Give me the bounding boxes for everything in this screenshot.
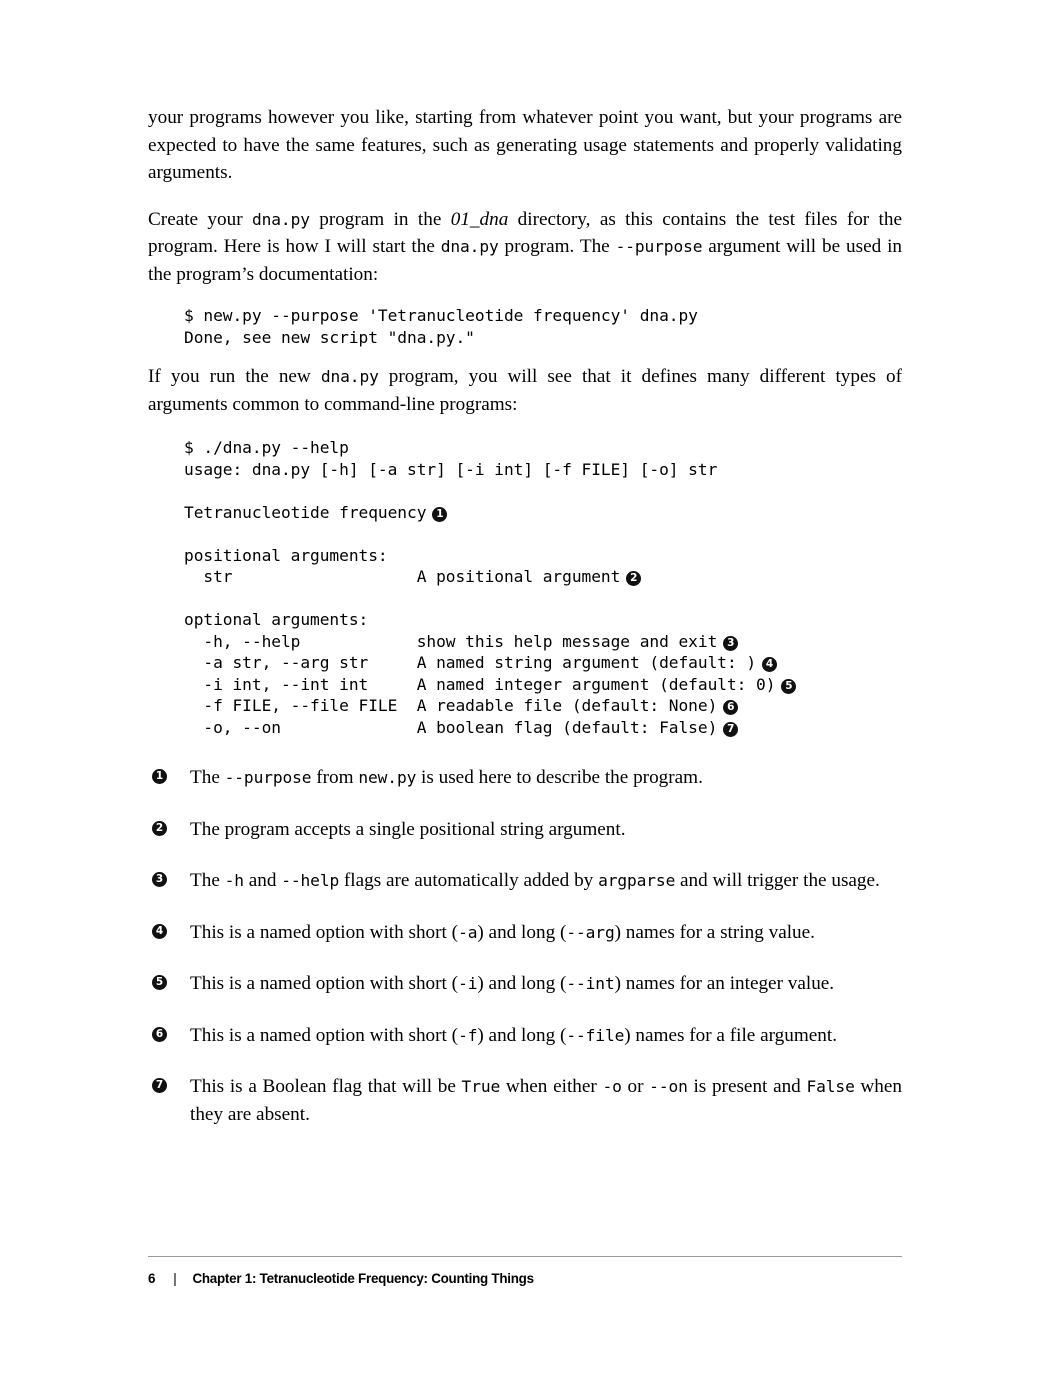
code-line	[184, 717, 902, 739]
code-line	[184, 437, 902, 459]
text-segment: from	[311, 767, 359, 788]
paragraph-create-dna	[148, 206, 902, 289]
inline-code: --int	[566, 974, 615, 993]
inline-code: --on	[649, 1077, 688, 1096]
callout-marker-3: 3	[152, 872, 167, 887]
page-footer	[148, 1256, 902, 1286]
code-listing-1-body	[184, 305, 902, 348]
inline-code: --purpose	[224, 768, 312, 787]
text-segment: when they are absent.	[190, 1076, 902, 1125]
paragraph-run-dna	[148, 363, 902, 418]
text-segment: argument will be used in the program’s documentation:	[148, 236, 902, 285]
inline-code: False	[806, 1077, 855, 1096]
text-segment: This is a named option with short (	[190, 921, 459, 943]
code-line: Done, see new script "dna.py."	[184, 327, 475, 347]
code-line	[184, 609, 902, 631]
code-line	[184, 588, 902, 610]
inline-code: --help	[281, 871, 340, 890]
inline-code: argparse	[598, 871, 676, 890]
callout-list-item	[148, 1022, 902, 1050]
text-segment: is present and	[687, 1076, 807, 1097]
inline-code-dna-py-2: dna.py	[440, 237, 499, 256]
callout-marker-2: 2	[626, 571, 641, 586]
paragraph-intro: your programs however you like, starting from whatever point you want, but your programs are expected to have the same features, such as generating usage statements and properly validating arguments.	[148, 107, 902, 183]
text-segment: and	[243, 870, 282, 891]
text-segment: This is a named option with short (	[190, 973, 459, 994]
code-line-text: -o, --on A boolean flag (default: False)	[184, 717, 718, 737]
text-segment: The program accepts a single positional string argument.	[190, 818, 626, 840]
text-segment: ) names for a string value.	[614, 921, 815, 943]
callout-list-item	[148, 970, 902, 998]
callout-marker-4: 4	[762, 657, 777, 672]
text-segment: program, you will see that it defines many different types of arguments common to command-line programs:	[148, 366, 902, 415]
text-segment: program. The	[498, 236, 616, 257]
code-line: $ new.py --purpose 'Tetranucleotide frequency' dna.py	[184, 306, 698, 325]
inline-code: -h	[224, 871, 244, 890]
text-segment: is used here to describe the program.	[416, 767, 703, 788]
text-segment: or	[621, 1076, 650, 1097]
text-segment: ) names for an integer value.	[614, 973, 835, 994]
inline-code: --arg	[566, 922, 615, 942]
code-line-text: -i int, --int int A named integer argument (default: 0)	[184, 674, 776, 694]
text-segment: ) names for a file argument.	[624, 1024, 838, 1046]
inline-code: --file	[566, 1025, 625, 1045]
callout-list-item	[148, 867, 902, 895]
callout-marker-5: 5	[781, 679, 796, 694]
callout-marker-2: 2	[152, 821, 167, 836]
inline-code: -a	[458, 922, 478, 942]
inline-code-dna-py-3: dna.py	[320, 367, 379, 386]
code-line	[184, 459, 902, 481]
text-segment: ) and long (	[477, 921, 567, 943]
code-line-text: positional arguments:	[184, 545, 388, 565]
code-line	[184, 523, 902, 545]
inline-code: True	[461, 1077, 501, 1096]
callout-list-item	[148, 816, 902, 844]
callout-marker-7: 7	[723, 722, 738, 737]
callout-marker-5: 5	[152, 975, 167, 990]
inline-code-purpose: --purpose	[615, 237, 703, 256]
text-segment: The	[190, 767, 225, 788]
text-segment: flags are automatically added by	[339, 870, 599, 891]
callout-marker-7: 7	[152, 1078, 167, 1093]
text-segment: when either	[500, 1076, 603, 1097]
text-segment: directory, as this contains the test files for the program. Here is how I will start the	[148, 208, 902, 257]
code-line-text: str A positional argument	[184, 567, 621, 586]
code-line-text: -f FILE, --file FILE A readable file (default: None)	[184, 696, 718, 715]
callout-marker-6: 6	[152, 1027, 167, 1042]
footer-chapter-title: Chapter 1: Tetranucleotide Frequency: Counting Things	[192, 1271, 534, 1286]
callout-list-item	[148, 1073, 902, 1128]
callout-marker-1: 1	[432, 507, 447, 522]
callout-list-item	[148, 764, 902, 792]
text-segment: ) and long (	[477, 973, 567, 994]
code-line	[184, 566, 902, 588]
text-segment: program in the	[309, 208, 451, 230]
footer-line	[148, 1271, 902, 1286]
code-line	[184, 502, 902, 524]
code-line-text: usage: dna.py [-h] [-a str] [-i int] [-f FILE] [-o] str	[184, 459, 718, 479]
footer-rule	[148, 1256, 902, 1257]
callout-marker-4: 4	[152, 924, 167, 939]
code-line	[184, 545, 902, 567]
page-content	[148, 104, 902, 1152]
code-line-text: Tetranucleotide frequency	[184, 502, 427, 522]
code-listing-new-py	[148, 305, 902, 348]
code-line	[184, 695, 902, 717]
code-line-text: -a str, --arg str A named string argument (default: )	[184, 653, 757, 672]
text-segment: This is a Boolean flag that will be	[190, 1076, 462, 1097]
text-segment: and will trigger the usage.	[675, 870, 880, 891]
code-listing-2-body	[184, 437, 902, 738]
code-line	[184, 674, 902, 696]
code-listing-help-output	[148, 437, 902, 738]
code-line	[184, 631, 902, 653]
callout-marker-3: 3	[723, 636, 738, 651]
callout-explanation-list	[148, 764, 902, 1128]
inline-code: new.py	[358, 768, 417, 787]
callout-marker-1: 1	[152, 769, 167, 784]
code-line-text: $ ./dna.py --help	[184, 438, 349, 457]
callout-marker-6: 6	[723, 700, 738, 715]
code-line	[184, 652, 902, 674]
code-line	[184, 480, 902, 502]
callout-list-item	[148, 919, 902, 947]
text-segment: If you run the new	[148, 366, 321, 387]
inline-code-dna-py: dna.py	[251, 209, 310, 229]
code-line-text: -h, --help show this help message and exit	[184, 631, 718, 651]
text-segment: The	[190, 870, 225, 891]
text-segment: This is a named option with short (	[190, 1024, 459, 1046]
inline-code: -o	[602, 1077, 622, 1096]
inline-code: -i	[458, 974, 478, 993]
text-segment: Create your	[148, 208, 252, 230]
text-segment: ) and long (	[477, 1024, 567, 1046]
inline-code: -f	[458, 1025, 478, 1045]
inline-italic-dir: 01_dna	[450, 208, 509, 230]
code-line-text: optional arguments:	[184, 610, 369, 629]
page-number: 6	[148, 1271, 156, 1286]
footer-separator: |	[173, 1271, 177, 1286]
